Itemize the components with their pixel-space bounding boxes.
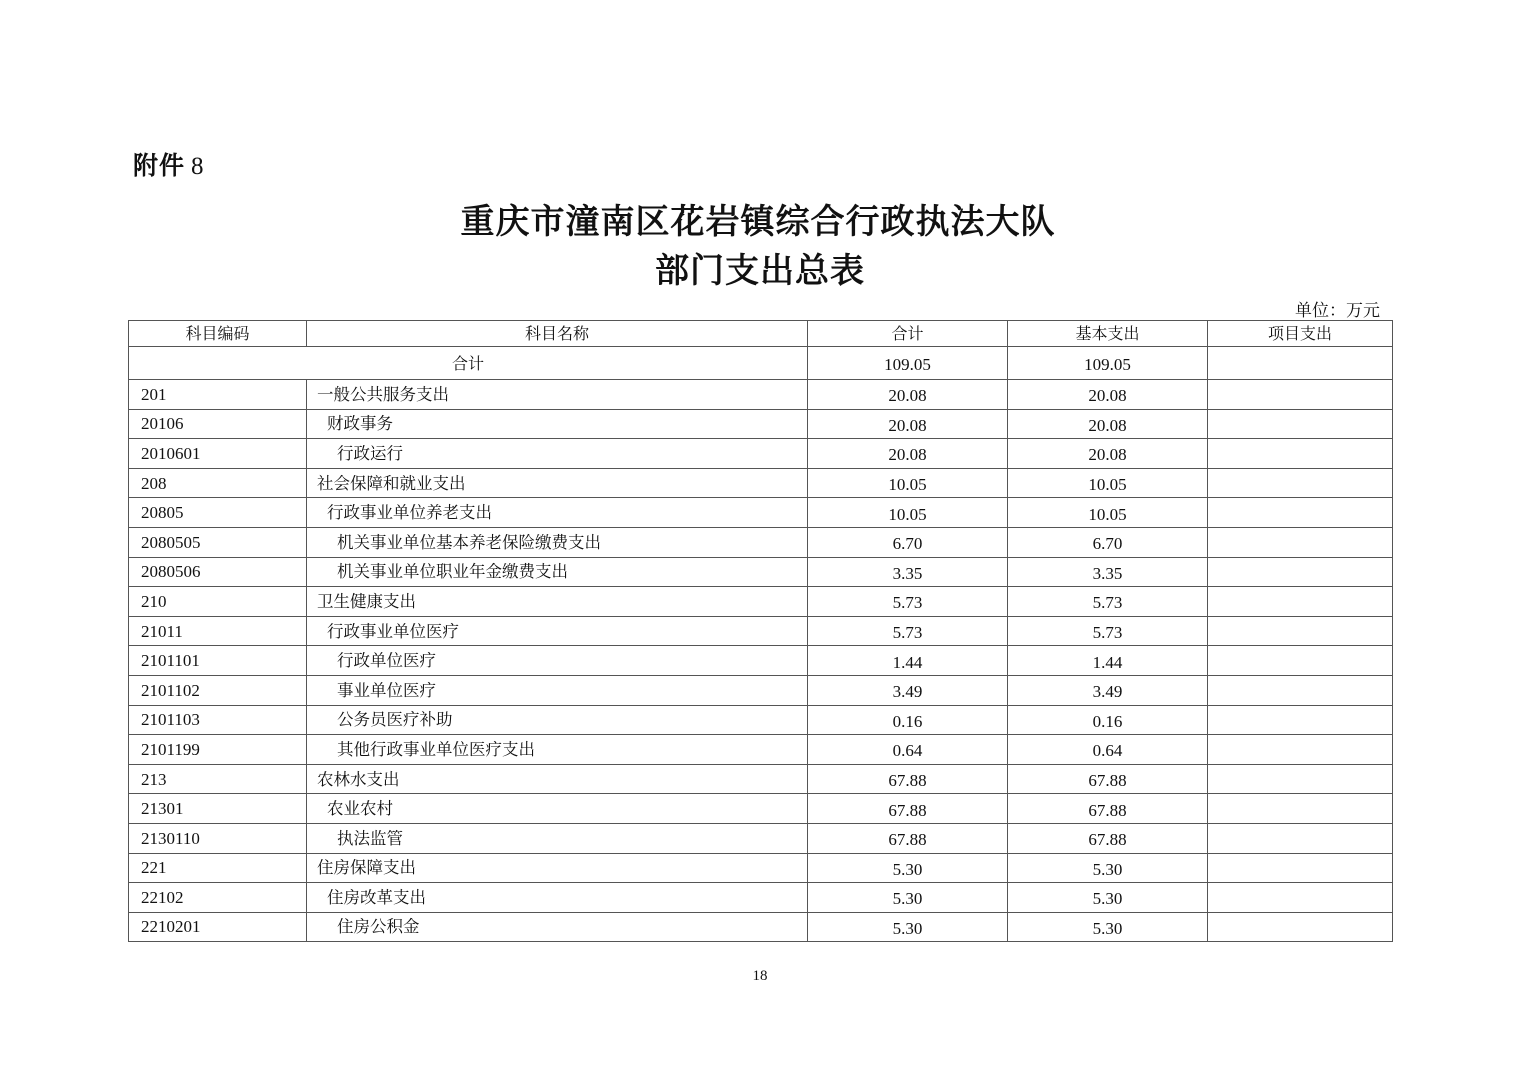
project-cell — [1208, 587, 1393, 617]
name-cell: 行政单位医疗 — [307, 646, 808, 676]
table-row — [129, 616, 1393, 646]
project-cell — [1208, 646, 1393, 676]
basic-cell: 0.64 — [1008, 735, 1208, 765]
code-cell: 2101101 — [129, 646, 307, 676]
column-header-basic: 基本支出 — [1008, 321, 1208, 347]
project-cell — [1208, 468, 1393, 498]
attachment-text: 附件 — [133, 151, 186, 180]
basic-cell: 10.05 — [1008, 498, 1208, 528]
total-cell: 67.88 — [808, 823, 1008, 853]
unit-label: 单位：万元 — [1295, 301, 1380, 321]
table-row — [129, 794, 1393, 824]
code-cell: 22102 — [129, 883, 307, 913]
project-cell — [1208, 823, 1393, 853]
total-cell: 0.16 — [808, 705, 1008, 735]
column-header-code: 科目编码 — [129, 321, 307, 347]
code-cell: 2101199 — [129, 735, 307, 765]
table-row — [129, 912, 1393, 942]
code-cell: 21301 — [129, 794, 307, 824]
project-cell — [1208, 439, 1393, 469]
basic-cell: 20.08 — [1008, 409, 1208, 439]
basic-cell: 5.30 — [1008, 912, 1208, 942]
code-cell: 213 — [129, 764, 307, 794]
total-cell: 5.30 — [808, 853, 1008, 883]
name-cell: 社会保障和就业支出 — [307, 468, 808, 498]
code-cell: 210 — [129, 587, 307, 617]
code-cell: 2080505 — [129, 527, 307, 557]
expenditure-table — [128, 320, 1393, 942]
code-cell: 2080506 — [129, 557, 307, 587]
project-cell — [1208, 616, 1393, 646]
table-row — [129, 883, 1393, 913]
basic-cell: 10.05 — [1008, 468, 1208, 498]
name-cell: 农业农村 — [307, 794, 808, 824]
project-cell — [1208, 498, 1393, 528]
basic-cell: 0.16 — [1008, 705, 1208, 735]
code-cell: 2210201 — [129, 912, 307, 942]
project-cell — [1208, 883, 1393, 913]
total-cell: 5.30 — [808, 912, 1008, 942]
table-row — [129, 646, 1393, 676]
code-cell: 201 — [129, 380, 307, 410]
project-cell — [1208, 527, 1393, 557]
page-number: 18 — [752, 968, 768, 984]
table-row — [129, 853, 1393, 883]
name-cell: 其他行政事业单位医疗支出 — [307, 735, 808, 765]
project-cell — [1208, 557, 1393, 587]
table-row — [129, 735, 1393, 765]
name-cell: 机关事业单位基本养老保险缴费支出 — [307, 527, 808, 557]
table-row — [129, 557, 1393, 587]
name-cell: 住房改革支出 — [307, 883, 808, 913]
total-cell: 20.08 — [808, 380, 1008, 410]
column-header-total: 合计 — [808, 321, 1008, 347]
project-cell — [1208, 409, 1393, 439]
code-cell: 20106 — [129, 409, 307, 439]
basic-cell: 20.08 — [1008, 439, 1208, 469]
total-label: 合计 — [129, 347, 808, 380]
project-cell — [1208, 764, 1393, 794]
name-cell: 住房保障支出 — [307, 853, 808, 883]
table-row — [129, 823, 1393, 853]
name-cell: 财政事务 — [307, 409, 808, 439]
code-cell: 2101102 — [129, 675, 307, 705]
project-cell — [1208, 380, 1393, 410]
table-row — [129, 439, 1393, 469]
document-subtitle: 部门支出总表 — [655, 251, 865, 291]
total-cell: 10.05 — [808, 468, 1008, 498]
total-project — [1208, 347, 1393, 380]
name-cell: 机关事业单位职业年金缴费支出 — [307, 557, 808, 587]
basic-cell: 5.73 — [1008, 587, 1208, 617]
total-cell: 20.08 — [808, 409, 1008, 439]
name-cell: 卫生健康支出 — [307, 587, 808, 617]
code-cell: 208 — [129, 468, 307, 498]
basic-cell: 20.08 — [1008, 380, 1208, 410]
table-row — [129, 468, 1393, 498]
code-cell: 2101103 — [129, 705, 307, 735]
column-header-name: 科目名称 — [307, 321, 808, 347]
basic-cell: 5.30 — [1008, 853, 1208, 883]
name-cell: 执法监管 — [307, 823, 808, 853]
basic-cell: 6.70 — [1008, 527, 1208, 557]
total-cell: 3.35 — [808, 557, 1008, 587]
table-row — [129, 764, 1393, 794]
table-header-row — [129, 321, 1393, 347]
name-cell: 行政事业单位养老支出 — [307, 498, 808, 528]
name-cell: 农林水支出 — [307, 764, 808, 794]
total-cell: 5.73 — [808, 587, 1008, 617]
code-cell: 221 — [129, 853, 307, 883]
name-cell: 一般公共服务支出 — [307, 380, 808, 410]
table-row — [129, 675, 1393, 705]
column-header-project: 项目支出 — [1208, 321, 1393, 347]
table-row — [129, 705, 1393, 735]
attachment-label — [133, 146, 205, 182]
total-cell: 20.08 — [808, 439, 1008, 469]
total-basic: 109.05 — [1008, 347, 1208, 380]
total-cell: 67.88 — [808, 764, 1008, 794]
total-row — [129, 347, 1393, 380]
project-cell — [1208, 735, 1393, 765]
total-amount: 109.05 — [808, 347, 1008, 380]
table-row — [129, 587, 1393, 617]
table-row — [129, 380, 1393, 410]
name-cell: 住房公积金 — [307, 912, 808, 942]
code-cell: 2130110 — [129, 823, 307, 853]
project-cell — [1208, 853, 1393, 883]
total-cell: 67.88 — [808, 794, 1008, 824]
total-cell: 10.05 — [808, 498, 1008, 528]
name-cell: 行政事业单位医疗 — [307, 616, 808, 646]
name-cell: 公务员医疗补助 — [307, 705, 808, 735]
total-cell: 5.30 — [808, 883, 1008, 913]
name-cell: 行政运行 — [307, 439, 808, 469]
table-row — [129, 498, 1393, 528]
basic-cell: 67.88 — [1008, 794, 1208, 824]
basic-cell: 67.88 — [1008, 764, 1208, 794]
basic-cell: 5.30 — [1008, 883, 1208, 913]
basic-cell: 3.49 — [1008, 675, 1208, 705]
total-cell: 1.44 — [808, 646, 1008, 676]
code-cell: 20805 — [129, 498, 307, 528]
project-cell — [1208, 705, 1393, 735]
code-cell: 2010601 — [129, 439, 307, 469]
project-cell — [1208, 675, 1393, 705]
code-cell: 21011 — [129, 616, 307, 646]
basic-cell: 1.44 — [1008, 646, 1208, 676]
project-cell — [1208, 794, 1393, 824]
project-cell — [1208, 912, 1393, 942]
table-row — [129, 409, 1393, 439]
table-row — [129, 527, 1393, 557]
name-cell: 事业单位医疗 — [307, 675, 808, 705]
total-cell: 6.70 — [808, 527, 1008, 557]
attachment-number: 8 — [191, 153, 205, 180]
total-cell: 5.73 — [808, 616, 1008, 646]
document-title: 重庆市潼南区花岩镇综合行政执法大队 — [460, 202, 1056, 242]
basic-cell: 5.73 — [1008, 616, 1208, 646]
basic-cell: 3.35 — [1008, 557, 1208, 587]
total-cell: 3.49 — [808, 675, 1008, 705]
basic-cell: 67.88 — [1008, 823, 1208, 853]
total-cell: 0.64 — [808, 735, 1008, 765]
